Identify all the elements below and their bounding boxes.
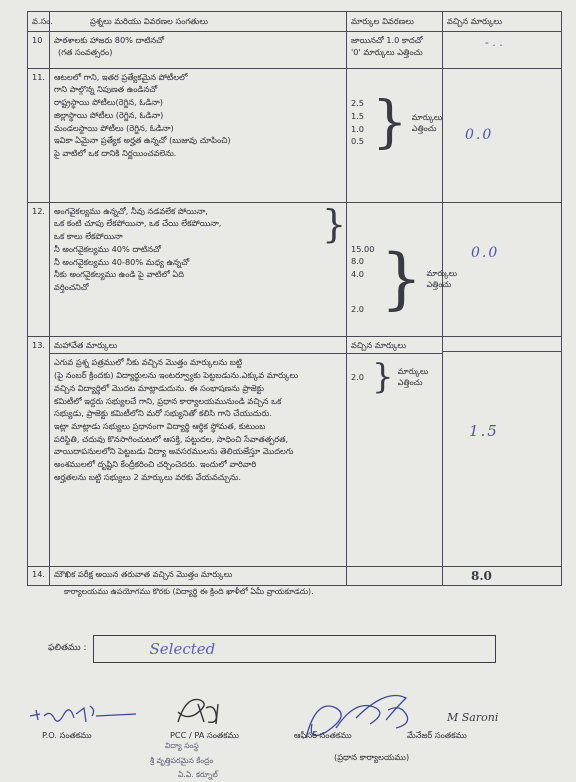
manager-name-handwritten: M Saroni [447, 711, 499, 724]
desc-line: పై వాటిలో ఒక దానికి నిర్ణయించవలెను. [54, 147, 177, 158]
result-field-row [48, 635, 496, 663]
stamp-line: ఏ.ఏ. కర్నూల్ [178, 770, 218, 779]
curly-brace-icon: } [372, 357, 394, 398]
row-awarded [443, 68, 562, 202]
row-marks [347, 202, 458, 336]
marks-value: 8.0 [351, 256, 365, 267]
curly-brace-icon: } [380, 240, 423, 318]
marks-line: '0' మార్కులు ఎత్తించు [351, 47, 423, 58]
row-number: 13. [28, 336, 50, 566]
marks-value: 4.0 [351, 269, 365, 280]
marks-label: ఎత్తించు [397, 378, 423, 388]
row-awarded [443, 336, 562, 566]
result-value: Selected [149, 640, 216, 658]
marks-table [27, 11, 562, 586]
row-description [50, 68, 347, 202]
stamp-line: విద్యా సంస్థ [165, 741, 199, 750]
result-field[interactable] [93, 635, 496, 663]
desc-line: ఎగువ ప్రశ్న పత్రములో నీకు వచ్చిన మొత్తం మార్కులను బట్టి [54, 357, 243, 368]
row-number: 12. [28, 202, 50, 336]
table-header-row [28, 12, 562, 32]
row-number: 11. [28, 68, 50, 202]
marks-line: జాయినచో 1.0 కాదచో [351, 34, 423, 45]
desc-line: అర్హతలను బట్టి సభ్యులు 2 మార్కులు వరకు వేయవచ్చును. [54, 471, 241, 482]
desc-line: కమిటీలో ఇద్దరు సభ్యులచే గాని, ప్రధాన కార్యాలయమునుండి వచ్చిన ఒక [54, 395, 282, 406]
desc-line: ఒక కాలు లేకపోయినా [54, 231, 123, 242]
row-awarded [443, 566, 562, 586]
row-number: 14. [28, 566, 50, 586]
marks-value: 2.5 [351, 98, 365, 109]
desc-line: నీ అంగవైకల్యము 40-80% మధ్య ఉన్నచో [54, 256, 190, 267]
awarded-value: - . . [485, 35, 503, 49]
desc-line: అంశములలో దృష్టిని కేంద్రీకరించి చర్చించెదరు. ఇందులో వారివారి [54, 459, 257, 470]
po-signature-scribble [26, 698, 146, 726]
table-row [28, 566, 562, 586]
marks-value: 15.00 [351, 243, 375, 254]
desc-line: పరిస్థితి, చదువు కొనసాగించుటలో ఆసక్తి, పట్టుదల, సాధించి సేవాతత్పరత, [54, 433, 289, 444]
head-office-label: (ప్రధాన కార్యాలయము) [334, 752, 410, 762]
curly-brace-icon: } [322, 201, 347, 246]
row-marks [347, 31, 443, 68]
awarded-value: 0.0 [471, 244, 500, 261]
pcc-signature-scribble [172, 694, 232, 728]
desc-line: ఇవికా ఏమైనా ప్రత్యేక అర్హత ఉన్నచో (బుజువు చూపించి) [54, 135, 231, 146]
stamp-line: శ్రీ వృత్తిపరమైన కేంద్రం [150, 756, 214, 765]
result-label: ఫలితము : [48, 643, 87, 653]
desc-line: (గత సంవత్సరం) [58, 47, 113, 58]
row-description [50, 336, 347, 566]
marks-value: 0.5 [351, 136, 365, 147]
desc-line: నీకు అంగవైకల్యము ఉండి పై వాటిలో ఏది [54, 269, 184, 280]
row-description [50, 31, 347, 68]
marks-label: మార్కులు [411, 112, 443, 122]
marks-label: ఎత్తించు [426, 280, 452, 290]
officer-signature-label: ఆఫీసర్ సంతకము [294, 730, 352, 740]
desc-line: వచ్చిన విద్యార్థిలో మొదట మాట్లాడుదును. ఈ సంభాషణను ప్రాజెక్టు [54, 382, 264, 393]
col-description-header: ప్రశ్నలు మరియు వివరణల సంగతులు [50, 12, 347, 32]
row-description [50, 566, 347, 586]
row-description [50, 202, 347, 336]
desc-line: జిల్లాస్థాయి పోటీలు (రెగ్జిన, ఓడినా) [54, 109, 164, 120]
marks-value: 2.0 [351, 372, 365, 383]
col-marks-header: మార్కుల వివరణలు [347, 12, 443, 32]
row-number: 10 [28, 31, 50, 68]
desc-line: ఆటలలో గాని, ఇతర ప్రత్యేకమైన పోటీలలో [54, 71, 188, 82]
desc-line: వాయిదాపనులలోని పెట్టబడు విద్యా అవసరములను తెలియజేస్తూ మొదలగు [54, 446, 294, 457]
desc-line: నీ అంగవైకల్యము 40% దాటినచో [54, 243, 161, 254]
awarded-value: 1.5 [469, 421, 499, 440]
row-marks [347, 68, 443, 202]
table-row [28, 31, 562, 68]
row-awarded [443, 202, 562, 336]
desc-line: మండలస్థాయి పోటీలు (రెగ్జిన, ఓడినా) [54, 122, 174, 133]
marks-value: 1.5 [351, 111, 365, 121]
desc-line: మౌఖిక పరీక్ష అయిన తరువాత వచ్చిన మొత్తం మార్కులు [54, 568, 233, 579]
desc-line: ఇట్లా మాట్లాడు సభ్యులు ప్రధానంగా విద్యార్థి ఆర్థిక స్థోమత, కుటుంబ [54, 420, 266, 431]
awarded-value: 0.0 [465, 126, 494, 143]
desc-line: (పై నంబర్ క్రిందకు) విద్యార్థులను ఇంటర్వ్యూకు పెట్టబడును.ఎక్కువ మార్కులు [54, 370, 299, 381]
marks-label: మార్కులు [397, 367, 429, 377]
desc-line: సభ్యుడు, ప్రాజెక్టు కమిటీలోని మరో సభ్యునితో కలిసి గాని చేయుదురు. [54, 408, 272, 419]
desc-line: రాష్ట్రస్థాయి పోటీలు(రెగ్జిన, ఓడినా) [54, 97, 163, 108]
pcc-signature-label: PCC / PA సంతకము [170, 730, 239, 740]
row-marks [347, 566, 443, 586]
marks-value: 1.0 [351, 123, 365, 134]
row-awarded [443, 31, 562, 68]
curly-brace-icon: } [372, 89, 408, 155]
desc-line: ఒక కంటి చూపు లేకపోయినా, ఒక చేయి లేకపోయినా, [54, 218, 222, 229]
po-signature-label: P.O. సంతకము [42, 730, 92, 740]
awarded-value: 8.0 [471, 568, 492, 583]
marks-subheader: వచ్చిన మార్కులు [347, 337, 442, 355]
table-row [28, 202, 562, 336]
table-row [28, 336, 562, 566]
col-awarded-header: వచ్చిన మార్కులు [443, 12, 562, 32]
marks-label: ఎత్తించు [411, 123, 437, 133]
desc-line: వర్తించనిచో [54, 281, 89, 292]
desc-line: గాని పాల్గొన్న నిపుణత ఉండినచో [54, 84, 158, 95]
col-serial-header: వ.సం. [28, 12, 50, 32]
office-use-note: కార్యాలయము ఉపయోగము కొరకు (విద్యార్థి ఈ క్రింది ఖాళీలో ఏమీ వ్రాయకూడదు). [64, 587, 314, 596]
section-title: మహావేత మార్కులు [50, 337, 346, 355]
row-marks [347, 336, 443, 566]
desc-line: పాఠశాలకు హాజరు 80% దాటినచో [54, 34, 165, 45]
marks-label: మార్కులు [426, 268, 458, 278]
marks-value: 2.0 [351, 303, 365, 314]
table-row [28, 68, 562, 202]
manager-signature-label: మేనేజర్ సంతకము [407, 730, 467, 740]
desc-line: అంగవైకల్యము ఉన్నచో, నీవు నడవలేక పోయినా, [54, 205, 208, 216]
